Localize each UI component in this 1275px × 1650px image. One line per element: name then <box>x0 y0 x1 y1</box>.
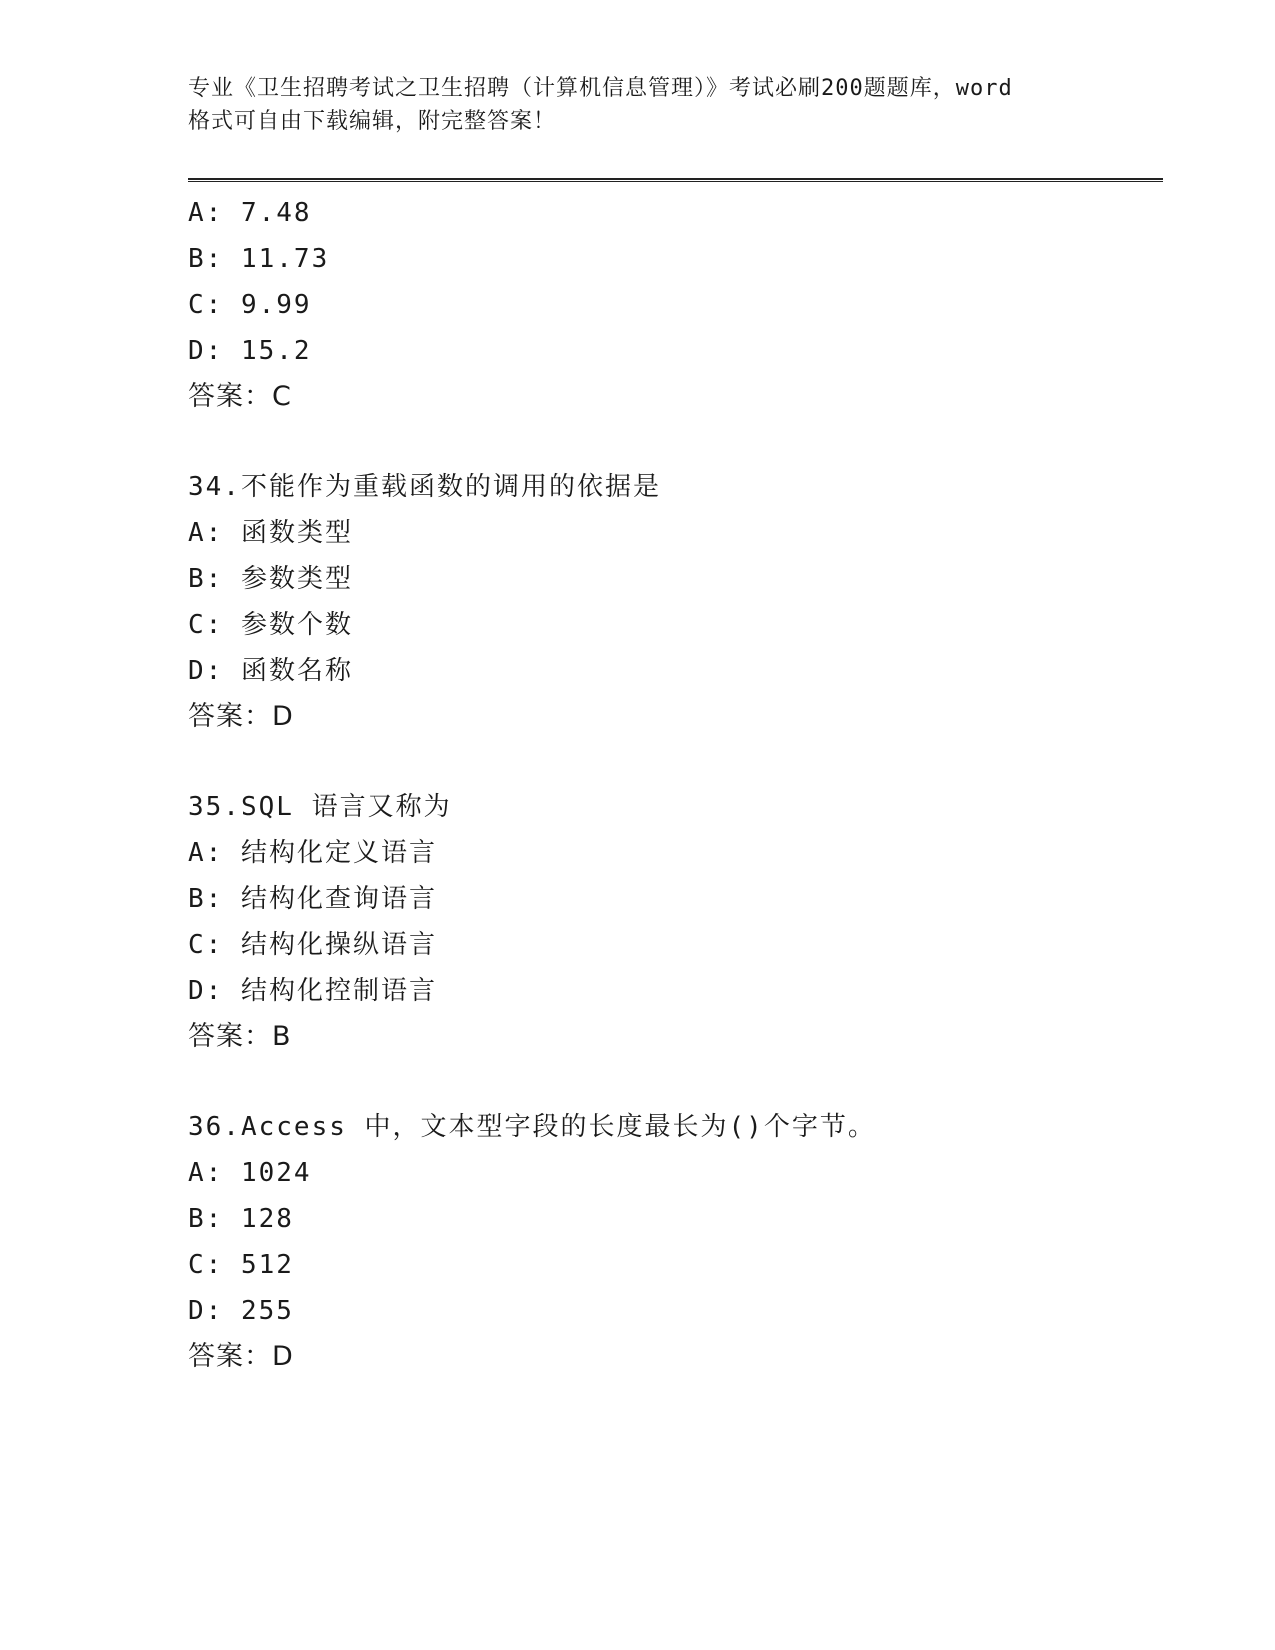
question-list <box>188 190 1163 1380</box>
option-c: C: 参数个数 <box>188 610 353 640</box>
header-divider <box>188 178 1163 182</box>
question-34 <box>188 464 1163 740</box>
option-a: A: 结构化定义语言 <box>188 838 437 868</box>
option-c: C: 结构化操纵语言 <box>188 930 437 960</box>
question-text: 34.不能作为重载函数的调用的依据是 <box>188 472 661 502</box>
question-text: 35.SQL 语言又称为 <box>188 792 452 822</box>
option-b: B: 11.73 <box>188 244 330 274</box>
option-b: B: 参数类型 <box>188 564 353 594</box>
answer-line: 答案：C <box>188 381 292 412</box>
question-33 <box>188 190 1163 420</box>
answer-line: 答案：D <box>188 1341 294 1372</box>
header-line-2: 格式可自由下载编辑，附完整答案！ <box>188 109 557 134</box>
document-header <box>188 72 1088 138</box>
question-35 <box>188 784 1163 1060</box>
question-text: 36.Access 中，文本型字段的长度最长为()个字节。 <box>188 1112 876 1142</box>
option-d: D: 结构化控制语言 <box>188 976 437 1006</box>
option-c: C: 512 <box>188 1250 294 1280</box>
option-b: B: 结构化查询语言 <box>188 884 437 914</box>
answer-line: 答案：B <box>188 1021 292 1052</box>
option-d: D: 255 <box>188 1296 294 1326</box>
option-d: D: 15.2 <box>188 336 312 366</box>
option-b: B: 128 <box>188 1204 294 1234</box>
header-line-1: 专业《卫生招聘考试之卫生招聘（计算机信息管理）》考试必刷200题题库，word <box>188 76 1013 101</box>
option-d: D: 函数名称 <box>188 656 353 686</box>
question-36 <box>188 1104 1163 1380</box>
document-page <box>188 0 1163 1650</box>
answer-line: 答案：D <box>188 701 294 732</box>
option-a: A: 函数类型 <box>188 518 353 548</box>
option-c: C: 9.99 <box>188 290 312 320</box>
option-a: A: 1024 <box>188 1158 312 1188</box>
option-a: A: 7.48 <box>188 198 312 228</box>
